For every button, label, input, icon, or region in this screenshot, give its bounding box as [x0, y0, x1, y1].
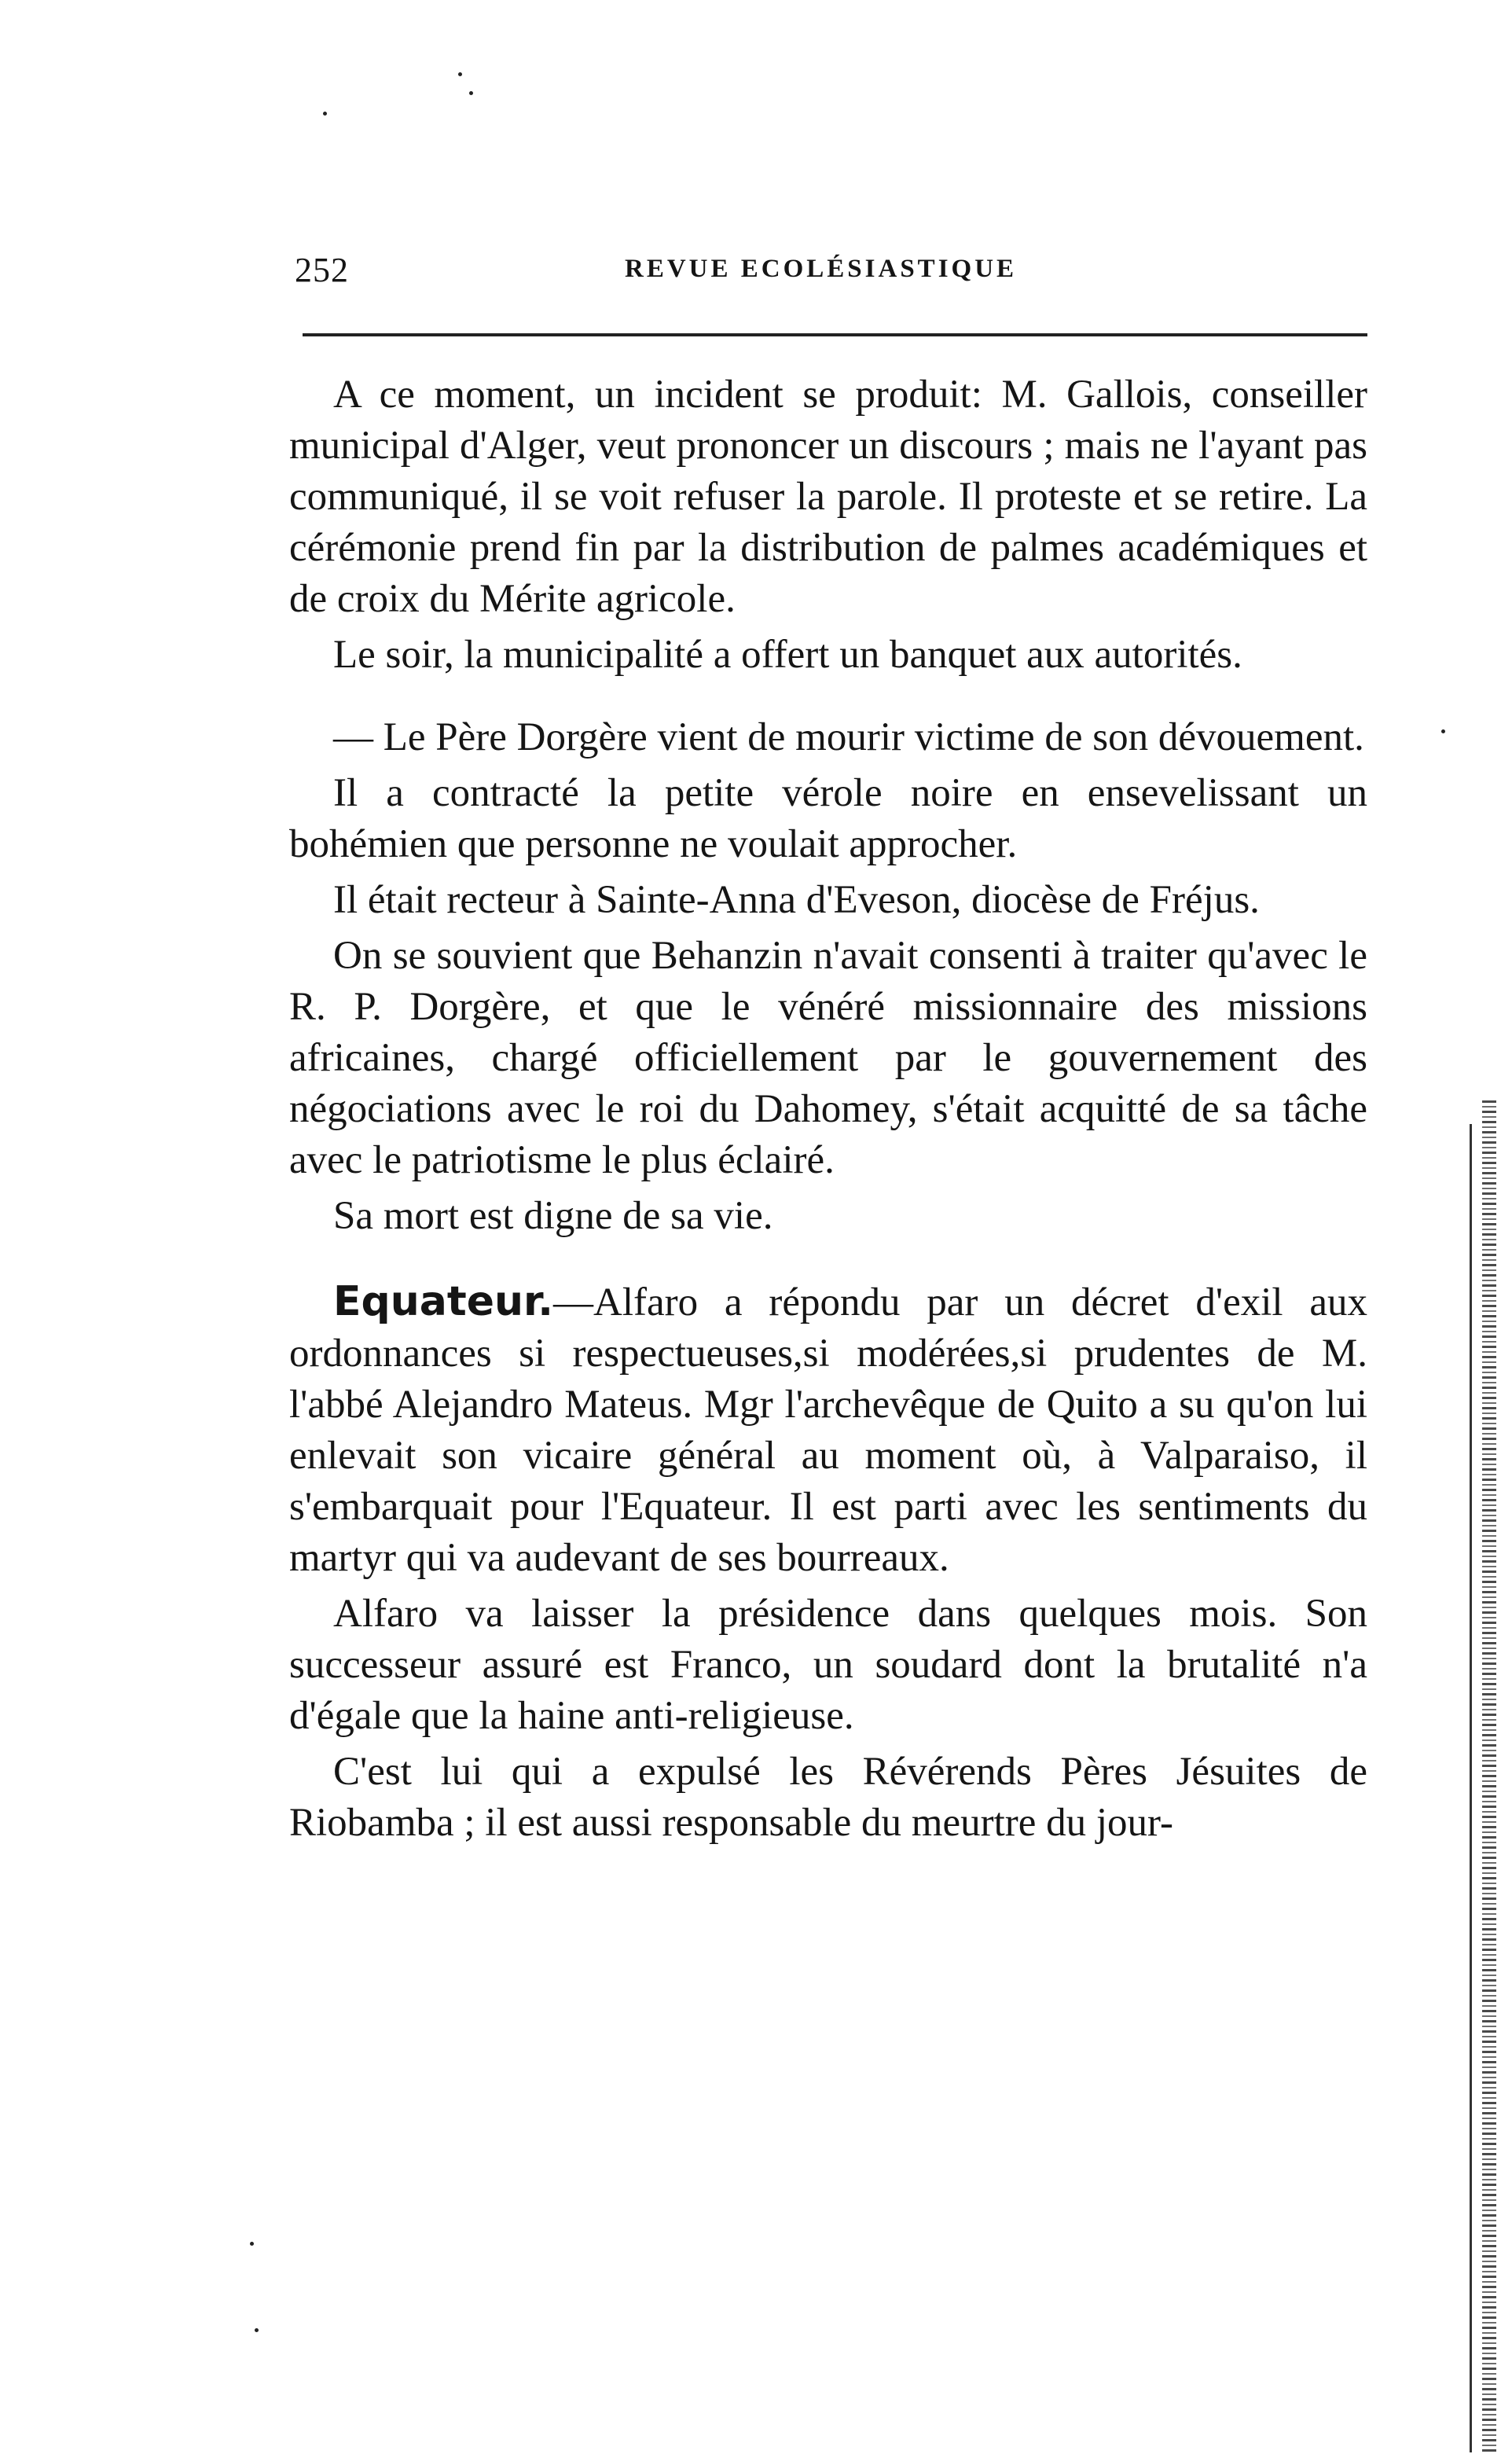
paragraph: Alfaro va laisser la présidence dans quelques mois. Son successeur assuré est Franco, un soudard dont la brutalité n'a d'égale que la haine anti-religieuse. — [289, 1592, 1367, 1738]
scan-speck — [469, 91, 473, 95]
paragraph: C'est lui qui a expulsé les Révérends Pères Jésuites de Riobamba ; il est aussi responsable du meurtre du jour- — [289, 1750, 1367, 1845]
paragraph: Il a contracté la petite vérole noire en ensevelissant un bohémien que personne ne voulait approcher. — [289, 771, 1367, 866]
paragraph: Il était recteur à Sainte-Anna d'Eveson, diocèse de Fréjus. — [333, 878, 1260, 922]
scan-speck — [1441, 729, 1445, 733]
binding-edge-line — [1470, 1124, 1472, 2452]
paragraph: Sa mort est digne de sa vie. — [333, 1194, 773, 1238]
paragraph: A ce moment, un incident se produit: M. Gallois, conseiller municipal d'Alger, veut prononcer un discours ; mais ne l'ayant pas communiqué, il se voit refuser la parole. Il proteste et se retire. La cérémonie prend fin par la distribution de palmes académiques et de croix du Mérite agricole. — [289, 373, 1367, 621]
paragraph: — Le Père Dorgère vient de mourir victime de son dévouement. — [333, 715, 1364, 759]
page-header — [295, 250, 1367, 297]
section-heading: Equateur. — [333, 1278, 553, 1325]
running-title: REVUE ECOLÉSIASTIQUE — [625, 255, 1018, 283]
binding-edge-texture — [1482, 1100, 1496, 2454]
scan-speck — [250, 2242, 254, 2246]
page-number: 252 — [295, 251, 349, 289]
body-text — [289, 369, 1367, 1849]
paragraph-text: —Alfaro a répondu par un décret d'exil aux ordonnances si respectueuses,si modérées,si prudentes de M. l'abbé Alejandro Mateus. Mgr l'archevêque de Quito a su qu'on lui enlevait son vicaire général au moment où, à Valparaiso, il s'embarquait pour l'Equateur. Il est parti avec les sentiments du martyr qui va audevant de ses bourreaux. — [289, 1280, 1367, 1580]
paragraph: Le soir, la municipalité a offert un banquet aux autorités. — [333, 633, 1242, 677]
section-paragraph-equateur — [289, 1277, 1367, 1584]
scan-speck — [458, 72, 462, 76]
scan-speck — [323, 112, 327, 116]
paragraph: On se souvient que Behanzin n'avait consenti à traiter qu'avec le R. P. Dorgère, et que le vénéré missionnaire des missions africaines, chargé officiellement par le gouvernement des négociations avec le roi du Dahomey, s'était acquitté de sa tâche avec le patriotisme le plus éclairé. — [289, 934, 1367, 1182]
header-rule — [303, 333, 1367, 336]
scan-speck — [255, 2328, 259, 2332]
